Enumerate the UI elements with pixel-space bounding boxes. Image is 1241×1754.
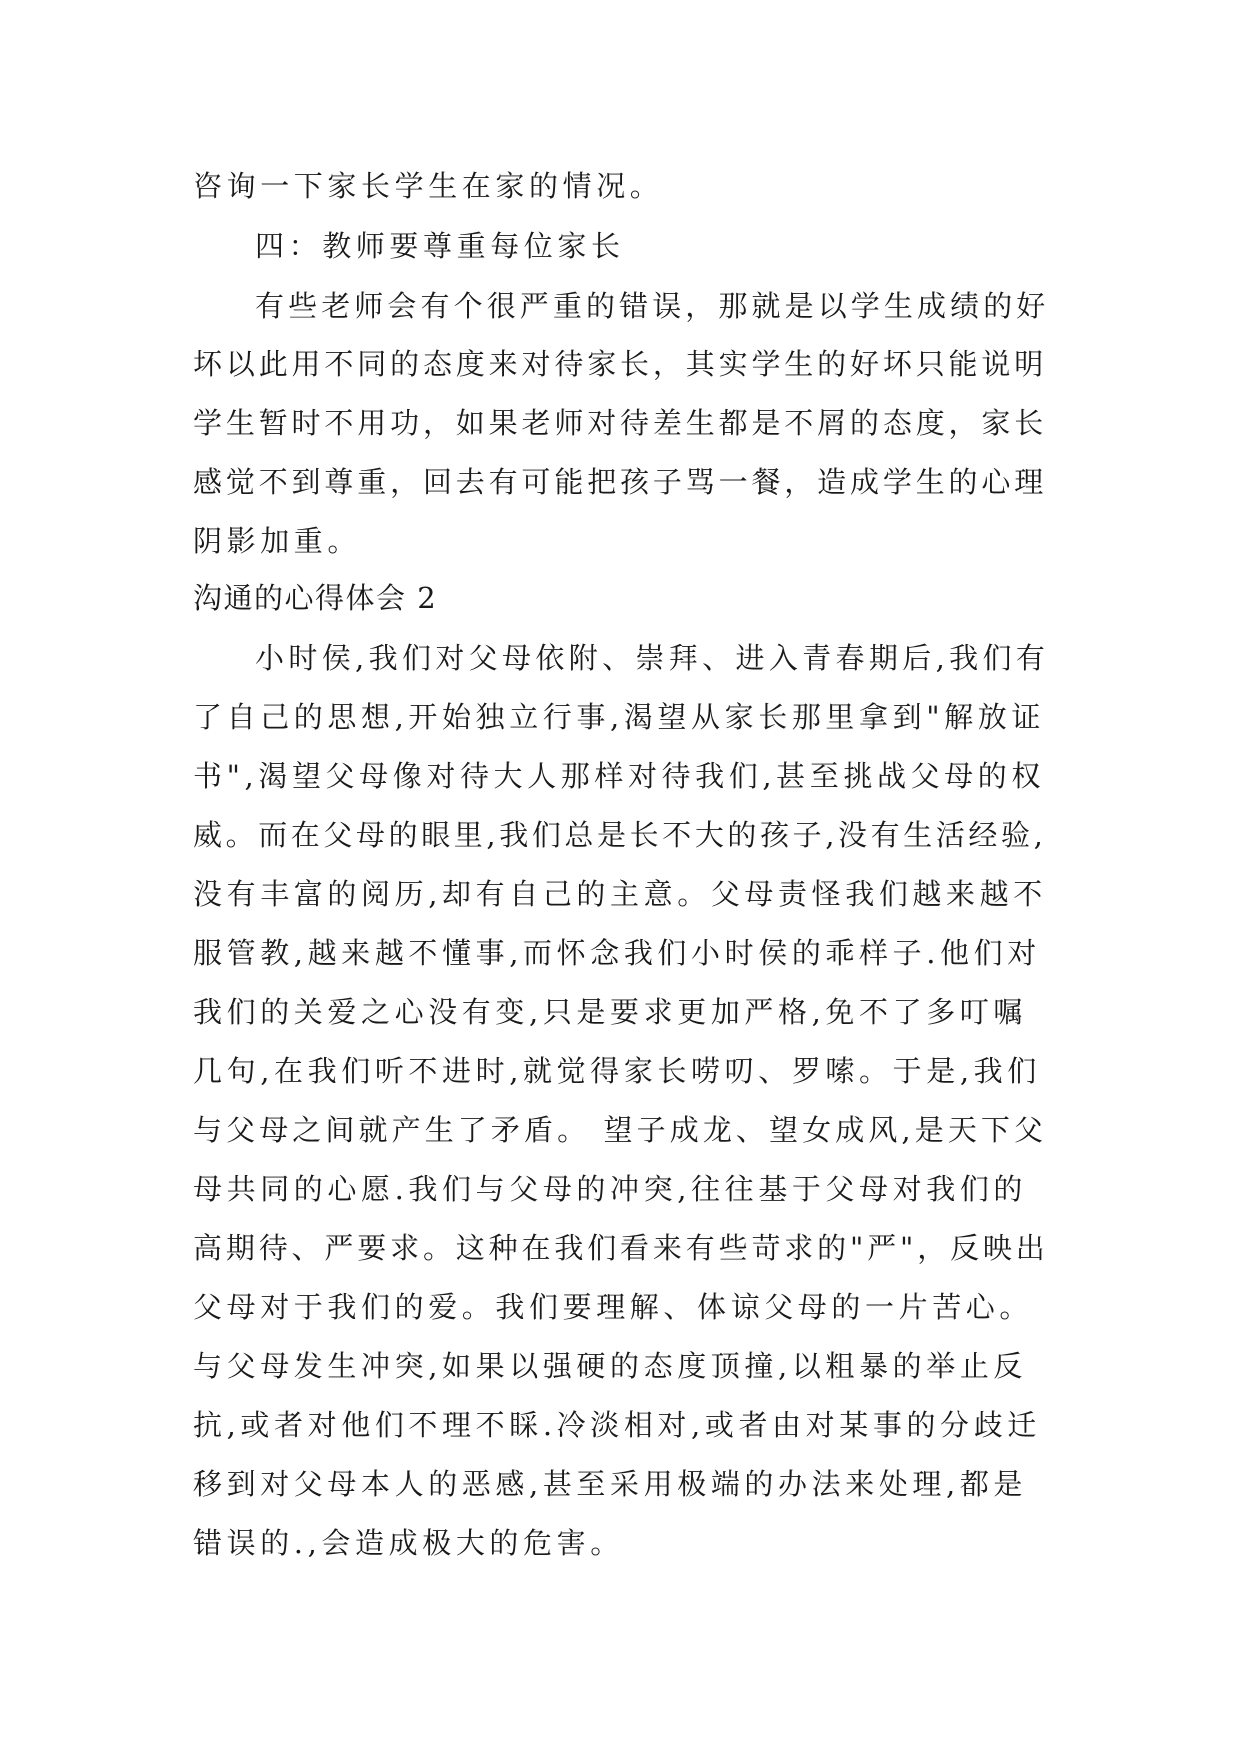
paragraph-line: 没有丰富的阅历,却有自己的主意。父母责怪我们越来越不 [193, 877, 1047, 911]
paragraph-line: 小时侯,我们对父母依附、崇拜、进入青春期后,我们有 [255, 641, 1050, 675]
paragraph-line: 服管教,越来越不懂事,而怀念我们小时侯的乖样子.他们对 [193, 936, 1041, 970]
paragraph-line: 咨询一下家长学生在家的情况。 [193, 169, 664, 203]
paragraph-line: 移到对父母本人的恶感,甚至采用极端的办法来处理,都是 [193, 1467, 1028, 1501]
paragraph-line: 坏以此用不同的态度来对待家长，其实学生的好坏只能说明 [193, 347, 1048, 381]
paragraph-line: 感觉不到尊重，回去有可能把孩子骂一餐，造成学生的心理 [193, 465, 1048, 499]
paragraph-line: 了自己的思想,开始独立行事,渴望从家长那里拿到"解放证 [193, 700, 1045, 734]
paragraph-line: 阴影加重。 [193, 524, 362, 558]
paragraph-line: 几句,在我们听不进时,就觉得家长唠叨、罗嗦。于是,我们 [193, 1054, 1041, 1088]
paragraph-line: 有些老师会有个很严重的错误，那就是以学生成绩的好 [255, 289, 1050, 323]
paragraph-line: 与父母之间就产生了矛盾。 望子成龙、望女成风,是天下父 [193, 1113, 1048, 1147]
paragraph-line: 威。而在父母的眼里,我们总是长不大的孩子,没有生活经验, [193, 818, 1047, 852]
section-heading: 四：教师要尊重每位家长 [255, 229, 625, 263]
paragraph-line: 母共同的心愿.我们与父母的冲突,往往基于父母对我们的 [193, 1172, 1028, 1206]
paragraph-line: 父母对于我们的爱。我们要理解、体谅父母的一片苦心。 [193, 1290, 1034, 1324]
paragraph-line: 错误的.,会造成极大的危害。 [193, 1526, 624, 1560]
paragraph-line: 抗,或者对他们不理不睬.冷淡相对,或者由对某事的分歧迁 [193, 1408, 1041, 1442]
paragraph-line: 我们的关爱之心没有变,只是要求更加严格,免不了多叮嘱 [193, 995, 1028, 1029]
paragraph-line: 与父母发生冲突,如果以强硬的态度顶撞,以粗暴的举止反 [193, 1349, 1028, 1383]
paragraph-line: 学生暂时不用功，如果老师对待差生都是不屑的态度，家长 [193, 406, 1048, 440]
paragraph-line: 高期待、严要求。这种在我们看来有些苛求的"严"，反映出 [193, 1231, 1049, 1265]
article-title: 沟通的心得体会 2 [193, 581, 438, 615]
paragraph-line: 书",渴望父母像对待大人那样对待我们,甚至挑战父母的权 [193, 759, 1045, 793]
